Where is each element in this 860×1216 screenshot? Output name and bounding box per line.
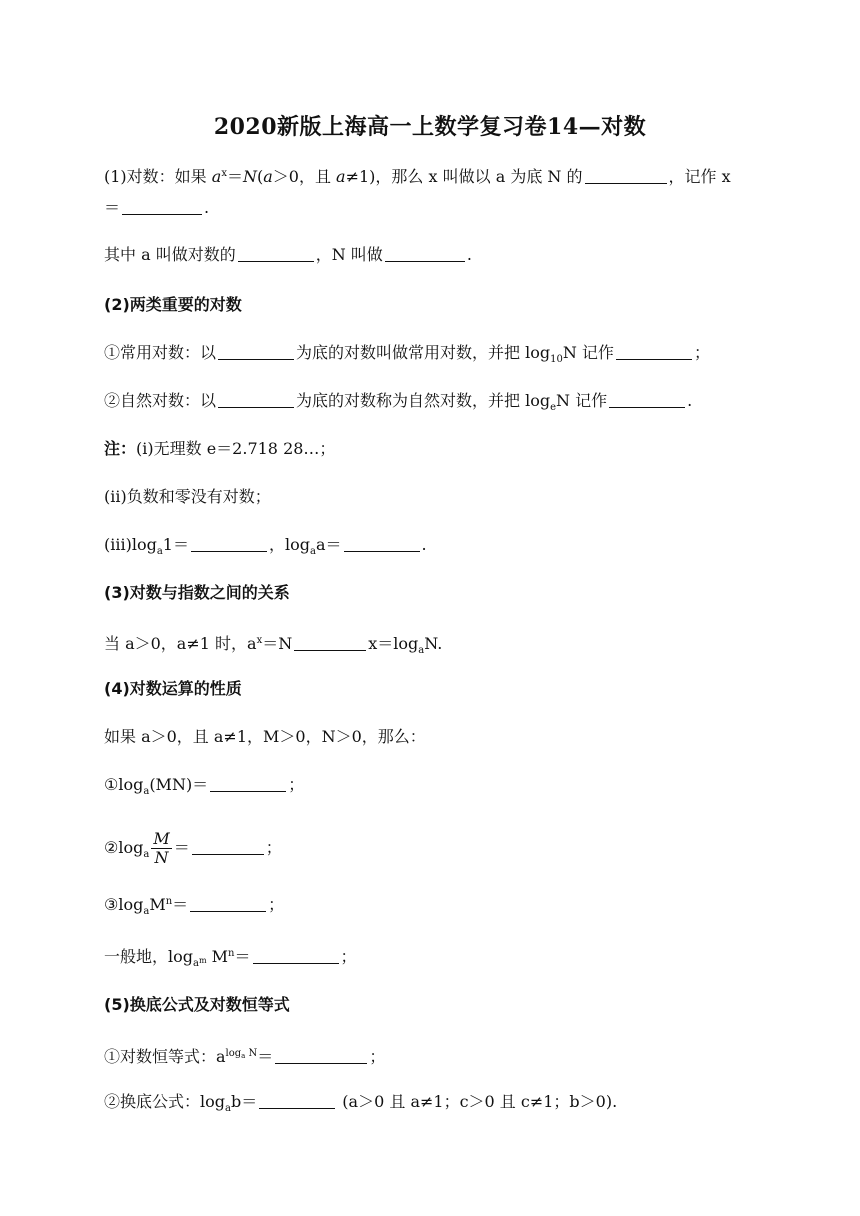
property-2: $②\log_a$ $\frac{M}{N}$ ＝ ； (104, 829, 282, 867)
note-line-3: $(iii)\log_a1=$ ，$\log_aa=$ . (104, 535, 427, 557)
section-heading: (5)换底公式及对数恒等式 (104, 995, 290, 1014)
general-property: 一般地，$\log_{a^m} M^n=$ ； (104, 947, 357, 969)
definition-line-1: (1)对数：如果 $a^x=N(a>0$，且 a≠1)，那么 x 叫做以 a 为底 N 的 ，记作 x (104, 167, 731, 186)
property-1: $①\log_a(MN)=$ ； (104, 775, 305, 797)
blank-field[interactable] (609, 391, 685, 408)
section-heading: (2)两类重要的对数 (104, 295, 242, 314)
blank-field[interactable] (218, 343, 294, 360)
blank-field[interactable] (192, 838, 264, 855)
blank-field[interactable] (294, 634, 366, 651)
condition-line: 如果 a＞0，且 a≠1，M＞0，N＞0，那么： (104, 727, 426, 746)
common-log-line: ①常用对数：以 为底的对数叫做常用对数，并把 $\log_{10}N$ 记作 ； (104, 343, 710, 365)
definition-line-3: 其中 a 叫做对数的 ，N 叫做 . (104, 245, 472, 264)
blank-field[interactable] (616, 343, 692, 360)
blank-field[interactable] (585, 167, 667, 184)
blank-field[interactable] (259, 1092, 335, 1109)
blank-field[interactable] (385, 245, 465, 262)
property-3: $③\log_aM^n=$ ； (104, 895, 285, 917)
natural-log-line: ②自然对数：以 为底的对数称为自然对数，并把 $\log_eN$ 记作 . (104, 391, 693, 413)
section-heading: (3)对数与指数之间的关系 (104, 583, 290, 602)
log-identity: ①对数恒等式：$a^{log_a N}=$ ； (104, 1047, 386, 1066)
blank-field[interactable] (344, 535, 420, 552)
blank-field[interactable] (190, 895, 266, 912)
note-line-1: 注：(i)无理数 e＝2.718 28…； (104, 439, 336, 458)
change-of-base: ②换底公式：$\log_ab= (a>0$ 且 a≠1；c＞0 且 c≠1；b＞0). (104, 1092, 618, 1114)
blank-field[interactable] (218, 391, 294, 408)
section-heading: (4)对数运算的性质 (104, 679, 242, 698)
page-title: 2020新版上海高一上数学复习卷14—对数 (213, 114, 647, 140)
relation-line: 当 a＞0，a≠1 时，$a^x=N$ $x=\log_aN$. (104, 634, 443, 656)
fraction: $\frac{M}{N}$ (153, 829, 170, 867)
definition-line-2: ＝ . (104, 198, 210, 217)
blank-field[interactable] (210, 775, 286, 792)
blank-field[interactable] (253, 947, 339, 964)
note-line-2: (ii)负数和零没有对数； (104, 487, 271, 506)
blank-field[interactable] (122, 198, 202, 215)
blank-field[interactable] (275, 1047, 367, 1064)
blank-field[interactable] (238, 245, 314, 262)
blank-field[interactable] (191, 535, 267, 552)
